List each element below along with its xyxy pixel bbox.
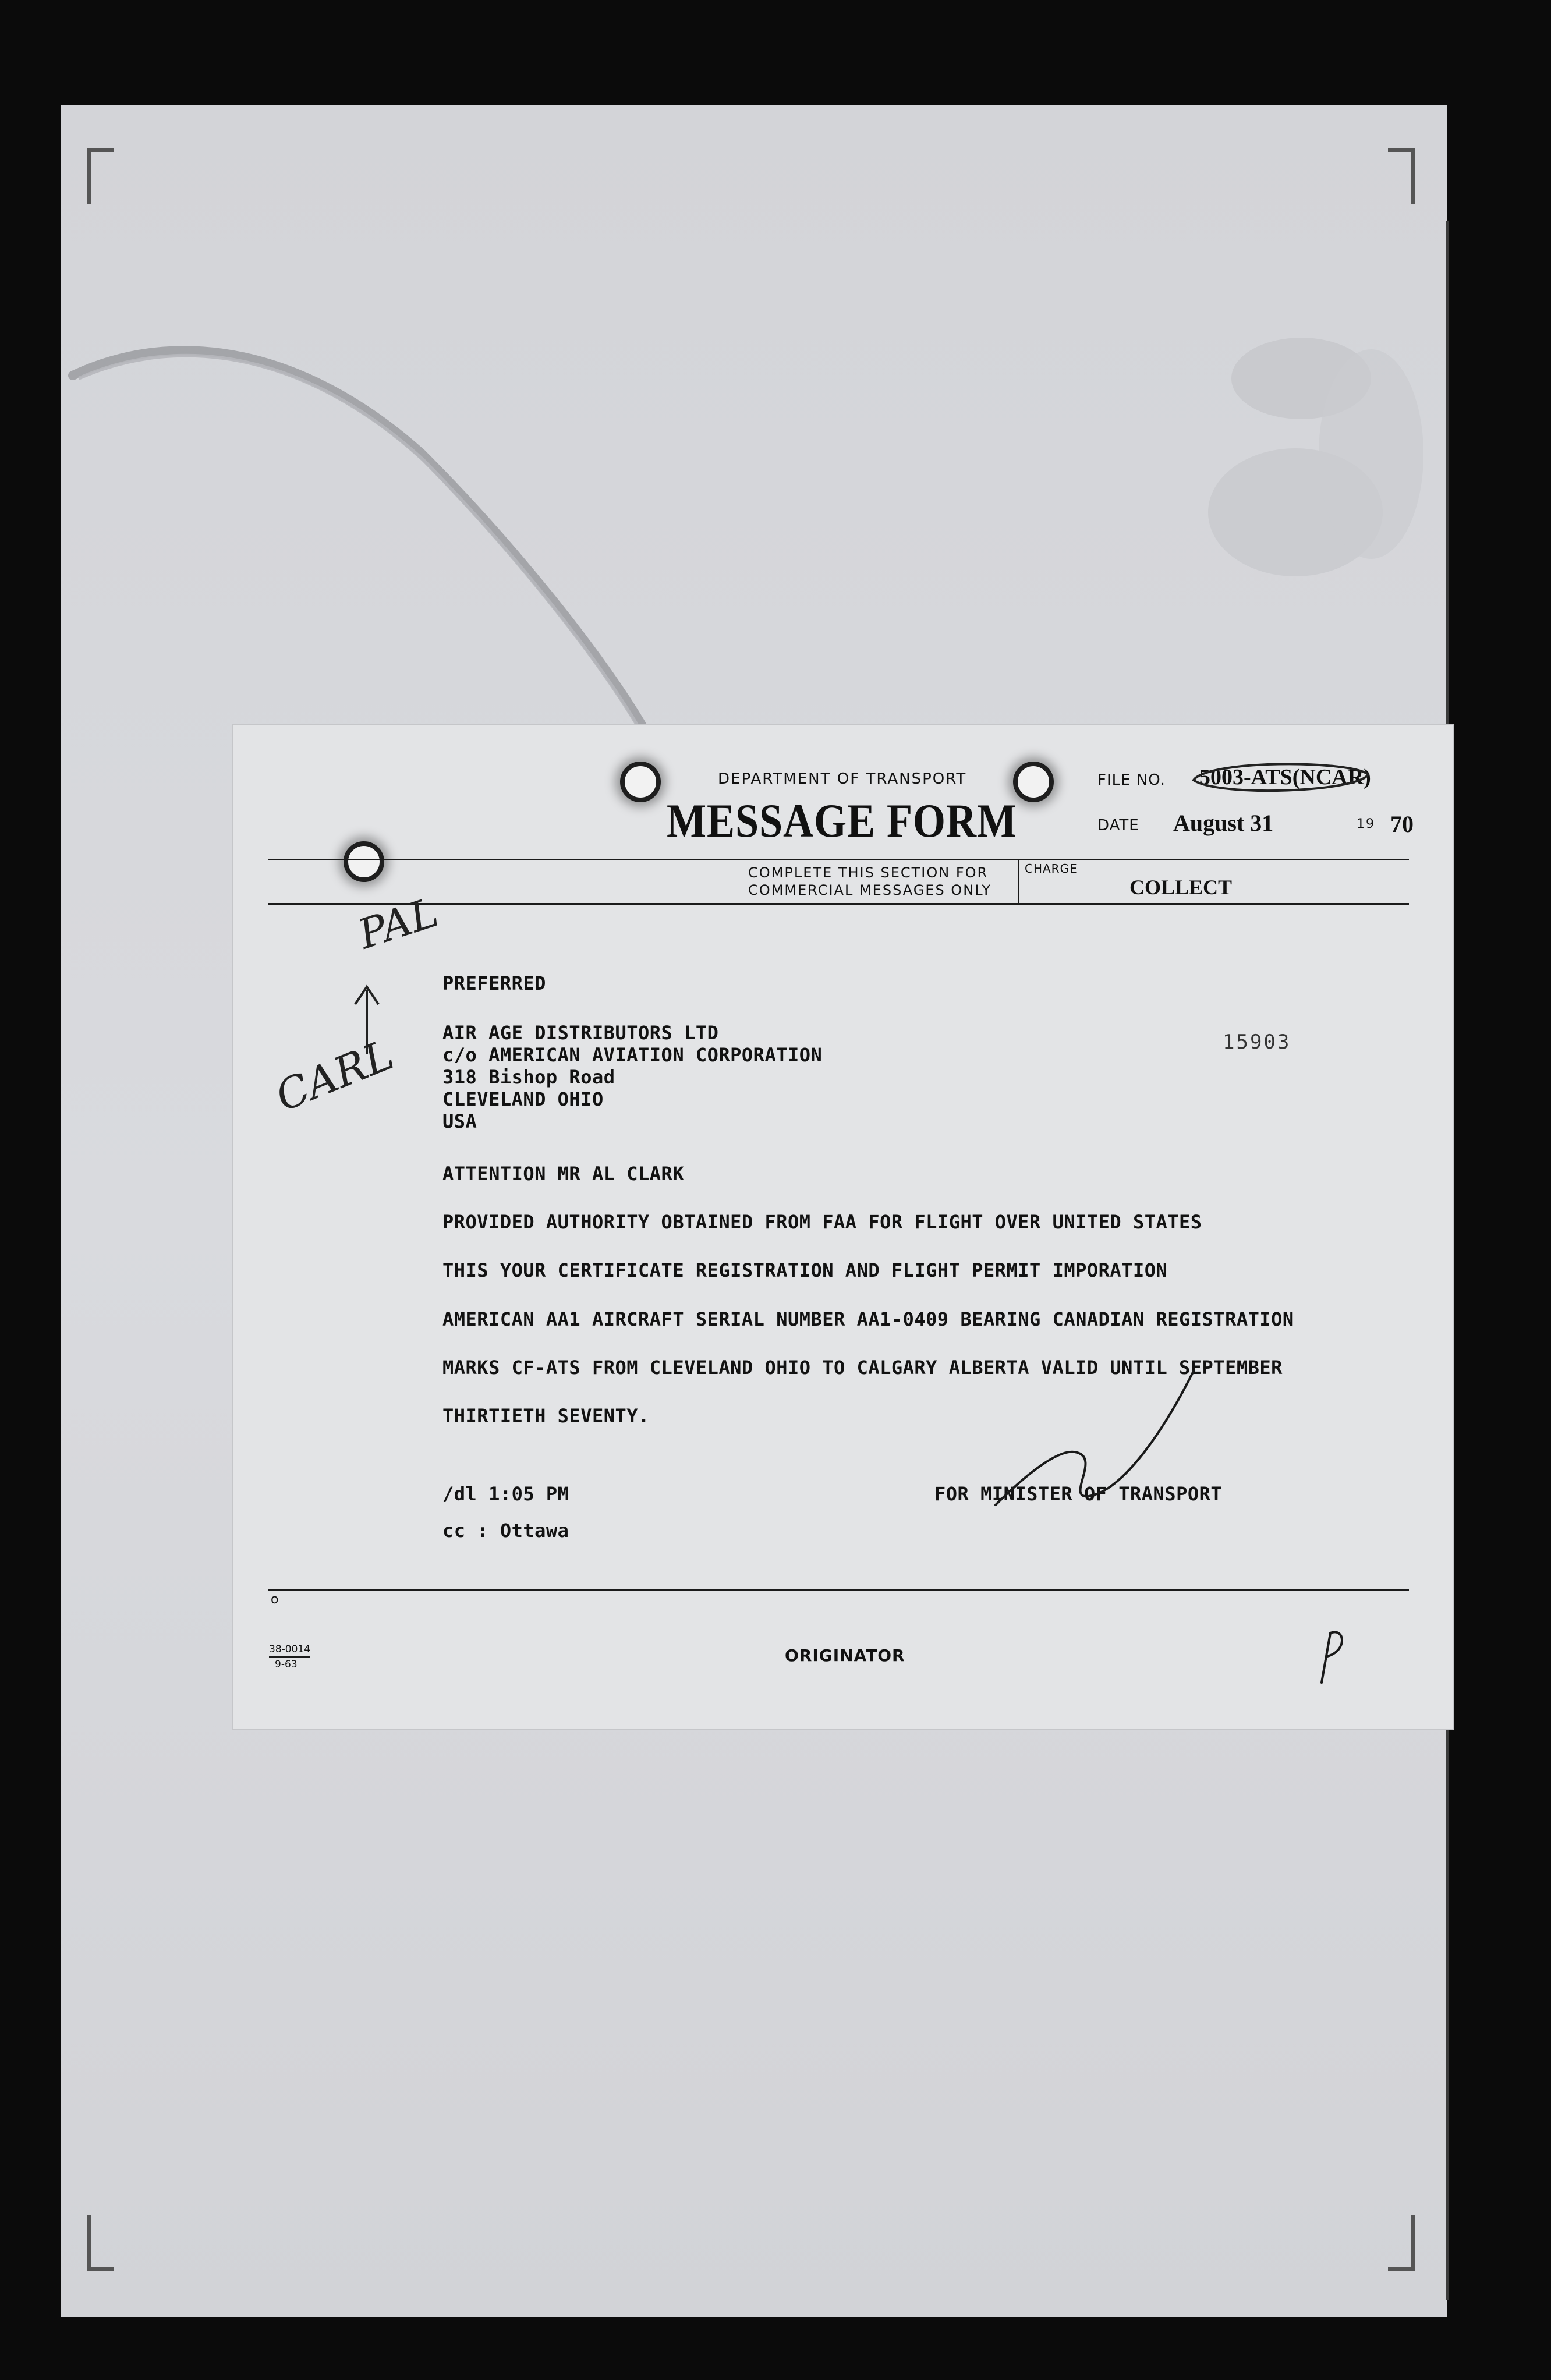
header-rule-top: [268, 859, 1409, 860]
cc-line: cc : Ottawa: [442, 1520, 569, 1542]
o-mark: o: [271, 1592, 280, 1607]
commercial-note-line1: COMPLETE THIS SECTION FOR: [748, 865, 989, 881]
file-no-value: 5003-ATS(NCAR): [1199, 765, 1371, 789]
address-line: c/o AMERICAN AVIATION CORPORATION: [442, 1044, 823, 1066]
date-label: DATE: [1097, 817, 1139, 834]
form-title: MESSAGE FORM: [667, 794, 1017, 847]
header-rule-bottom: [268, 903, 1409, 905]
body-line: THIRTIETH SEVENTY.: [442, 1405, 650, 1427]
commercial-note-line2: COMMERCIAL MESSAGES ONLY: [748, 882, 992, 898]
department-label: DEPARTMENT OF TRANSPORT: [718, 770, 967, 788]
charge-label: CHARGE: [1025, 862, 1078, 876]
message-form: [233, 725, 1453, 1729]
file-no-label: FILE NO.: [1097, 771, 1166, 789]
body-line: AMERICAN AA1 AIRCRAFT SERIAL NUMBER AA1-0409 BEARING CANADIAN REGISTRATION: [442, 1308, 1294, 1330]
body-line: THIS YOUR CERTIFICATE REGISTRATION AND FLIGHT PERMIT IMPORATION: [442, 1259, 1168, 1281]
footer-rule: [268, 1589, 1409, 1591]
body-line: MARKS CF-ATS FROM CLEVELAND OHIO TO CALGARY ALBERTA VALID UNTIL SEPTEMBER: [442, 1357, 1283, 1379]
handwritten-carl-note: CARL: [268, 1029, 401, 1121]
binder-hole-1: [620, 762, 661, 802]
form-number-divider: [269, 1656, 310, 1658]
file-no-circle-mark: [1185, 757, 1377, 801]
form-number-line2: 9-63: [275, 1659, 298, 1670]
binder-hole-3: [344, 841, 384, 882]
handwritten-signature: [990, 1365, 1199, 1517]
year-prefix: 19: [1357, 817, 1375, 831]
attention-line: ATTENTION MR AL CLARK: [442, 1163, 685, 1185]
address-line: 318 Bishop Road: [442, 1066, 615, 1088]
signature-block: FOR MINISTER OF TRANSPORT: [934, 1483, 1223, 1505]
originator-label: ORIGINATOR: [785, 1646, 905, 1665]
handwritten-mark-p: [1304, 1624, 1351, 1688]
reference-number: 15903: [1223, 1030, 1291, 1054]
year-value: 70: [1390, 811, 1414, 837]
date-value: August 31: [1173, 810, 1274, 836]
handwritten-initials: PAL: [352, 888, 444, 959]
charge-divider: [1018, 859, 1019, 903]
address-line: AIR AGE DISTRIBUTORS LTD: [442, 1022, 719, 1044]
message-priority: PREFERRED: [442, 972, 546, 994]
address-line: CLEVELAND OHIO: [442, 1088, 604, 1110]
body-line: PROVIDED AUTHORITY OBTAINED FROM FAA FOR FLIGHT OVER UNITED STATES: [442, 1211, 1202, 1233]
form-number-line1: 38-0014: [269, 1644, 311, 1655]
address-line: USA: [442, 1110, 477, 1132]
charge-value: COLLECT: [1129, 876, 1233, 899]
sender-reference: /dl 1:05 PM: [442, 1483, 569, 1505]
binder-hole-2: [1013, 762, 1054, 802]
